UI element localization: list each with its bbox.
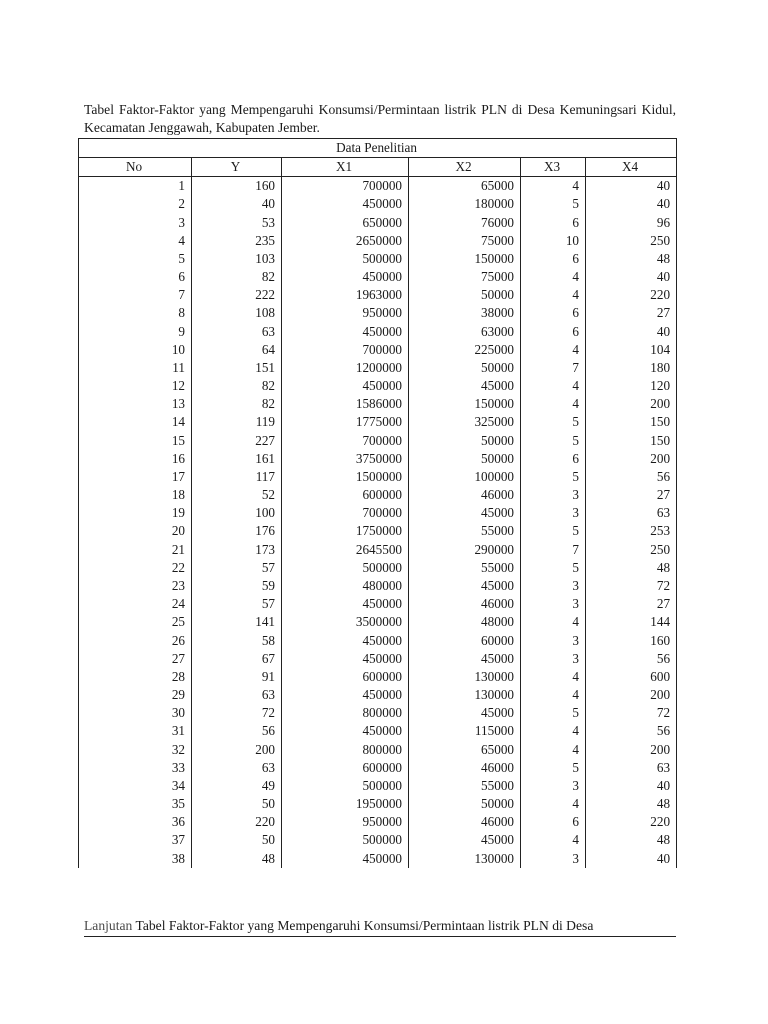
table-row <box>79 250 677 268</box>
cell-y: 53 <box>192 214 282 232</box>
cell-y: 82 <box>192 268 282 286</box>
cell-x4: 250 <box>586 541 677 559</box>
cell-y: 52 <box>192 486 282 504</box>
table-row <box>79 486 677 504</box>
table-row <box>79 177 677 196</box>
cell-x2: 290000 <box>409 541 521 559</box>
table-row <box>79 359 677 377</box>
cell-x1: 3500000 <box>282 613 409 631</box>
table-caption: Tabel Faktor-Faktor yang Mempengaruhi Konsumsi/Permintaan listrik PLN di Desa Kemuningsari Kidul, Kecamatan Jenggawah, Kabupaten Jember. <box>84 101 676 135</box>
column-header-y: Y <box>192 158 282 177</box>
cell-no: 17 <box>79 468 192 486</box>
cell-x2: 150000 <box>409 395 521 413</box>
cell-x3: 4 <box>521 741 586 759</box>
cell-no: 16 <box>79 450 192 468</box>
table-row <box>79 214 677 232</box>
cell-x4: 250 <box>586 232 677 250</box>
cell-no: 27 <box>79 650 192 668</box>
cell-x2: 45000 <box>409 504 521 522</box>
cell-x2: 75000 <box>409 232 521 250</box>
cell-x4: 104 <box>586 341 677 359</box>
cell-x1: 450000 <box>282 195 409 213</box>
cell-no: 6 <box>79 268 192 286</box>
cell-x2: 50000 <box>409 450 521 468</box>
cell-x3: 6 <box>521 450 586 468</box>
cell-x1: 650000 <box>282 214 409 232</box>
cell-x3: 6 <box>521 813 586 831</box>
cell-x1: 3750000 <box>282 450 409 468</box>
table-row <box>79 813 677 831</box>
cell-no: 15 <box>79 432 192 450</box>
cell-x3: 5 <box>521 468 586 486</box>
table-row <box>79 631 677 649</box>
cell-x4: 253 <box>586 522 677 540</box>
cell-x3: 4 <box>521 668 586 686</box>
table-row <box>79 286 677 304</box>
cell-no: 26 <box>79 631 192 649</box>
cell-y: 100 <box>192 504 282 522</box>
cell-x1: 450000 <box>282 650 409 668</box>
cell-x4: 56 <box>586 468 677 486</box>
cell-x2: 48000 <box>409 613 521 631</box>
column-header-x2: X2 <box>409 158 521 177</box>
cell-x2: 65000 <box>409 177 521 196</box>
cell-x4: 40 <box>586 177 677 196</box>
cell-x1: 2645500 <box>282 541 409 559</box>
table-row <box>79 232 677 250</box>
cell-no: 8 <box>79 304 192 322</box>
cell-x4: 48 <box>586 795 677 813</box>
cell-x4: 200 <box>586 395 677 413</box>
cell-x1: 600000 <box>282 486 409 504</box>
table-row <box>79 559 677 577</box>
cell-x3: 3 <box>521 595 586 613</box>
cell-y: 40 <box>192 195 282 213</box>
cell-x3: 5 <box>521 432 586 450</box>
cell-x4: 220 <box>586 286 677 304</box>
column-header-x4: X4 <box>586 158 677 177</box>
cell-y: 117 <box>192 468 282 486</box>
cell-x3: 4 <box>521 268 586 286</box>
cell-x1: 450000 <box>282 850 409 868</box>
cell-no: 19 <box>79 504 192 522</box>
cell-x3: 6 <box>521 304 586 322</box>
cell-x3: 4 <box>521 377 586 395</box>
cell-no: 36 <box>79 813 192 831</box>
cell-no: 24 <box>79 595 192 613</box>
cell-x3: 3 <box>521 631 586 649</box>
cell-y: 220 <box>192 813 282 831</box>
cell-no: 5 <box>79 250 192 268</box>
cell-no: 30 <box>79 704 192 722</box>
cell-x4: 40 <box>586 195 677 213</box>
cell-x3: 6 <box>521 250 586 268</box>
cell-no: 12 <box>79 377 192 395</box>
group-header-row <box>79 139 677 158</box>
cell-no: 10 <box>79 341 192 359</box>
cell-no: 31 <box>79 722 192 740</box>
cell-x4: 27 <box>586 595 677 613</box>
cell-x2: 50000 <box>409 432 521 450</box>
cell-x4: 48 <box>586 250 677 268</box>
cell-no: 1 <box>79 177 192 196</box>
cell-x1: 950000 <box>282 304 409 322</box>
cell-y: 57 <box>192 559 282 577</box>
cell-x3: 3 <box>521 577 586 595</box>
cell-x1: 1950000 <box>282 795 409 813</box>
cell-x3: 10 <box>521 232 586 250</box>
cell-x4: 48 <box>586 559 677 577</box>
cell-x1: 600000 <box>282 668 409 686</box>
cell-x3: 4 <box>521 686 586 704</box>
cell-x3: 4 <box>521 831 586 849</box>
cell-no: 29 <box>79 686 192 704</box>
table-row <box>79 613 677 631</box>
cell-x3: 3 <box>521 650 586 668</box>
column-header-row <box>79 158 677 177</box>
cell-x2: 55000 <box>409 777 521 795</box>
cell-x2: 50000 <box>409 795 521 813</box>
cell-x3: 5 <box>521 522 586 540</box>
cell-x1: 450000 <box>282 323 409 341</box>
cell-y: 72 <box>192 704 282 722</box>
cell-y: 227 <box>192 432 282 450</box>
cell-no: 21 <box>79 541 192 559</box>
table-row <box>79 268 677 286</box>
cell-no: 11 <box>79 359 192 377</box>
cell-x1: 500000 <box>282 559 409 577</box>
table-row <box>79 432 677 450</box>
cell-x4: 200 <box>586 450 677 468</box>
table-row <box>79 504 677 522</box>
table-row <box>79 304 677 322</box>
table-row <box>79 195 677 213</box>
cell-x1: 500000 <box>282 250 409 268</box>
cell-no: 4 <box>79 232 192 250</box>
table-row <box>79 759 677 777</box>
cell-x4: 200 <box>586 741 677 759</box>
cell-x4: 48 <box>586 831 677 849</box>
cell-x4: 72 <box>586 577 677 595</box>
cell-y: 56 <box>192 722 282 740</box>
cell-x1: 1963000 <box>282 286 409 304</box>
cell-y: 108 <box>192 304 282 322</box>
cell-y: 200 <box>192 741 282 759</box>
cell-x2: 45000 <box>409 704 521 722</box>
cell-x4: 40 <box>586 850 677 868</box>
continuation-text: Tabel Faktor-Faktor yang Mempengaruhi Konsumsi/Permintaan listrik PLN di Desa <box>135 918 594 933</box>
cell-y: 151 <box>192 359 282 377</box>
cell-x3: 4 <box>521 341 586 359</box>
cell-x1: 1500000 <box>282 468 409 486</box>
cell-x2: 65000 <box>409 741 521 759</box>
cell-x1: 950000 <box>282 813 409 831</box>
column-header-x3: X3 <box>521 158 586 177</box>
table-row <box>79 377 677 395</box>
cell-y: 49 <box>192 777 282 795</box>
cell-no: 25 <box>79 613 192 631</box>
cell-x3: 6 <box>521 214 586 232</box>
cell-no: 23 <box>79 577 192 595</box>
cell-no: 34 <box>79 777 192 795</box>
table-row <box>79 341 677 359</box>
cell-x2: 130000 <box>409 668 521 686</box>
cell-x3: 5 <box>521 559 586 577</box>
cell-x1: 1750000 <box>282 522 409 540</box>
cell-y: 119 <box>192 413 282 431</box>
cell-no: 9 <box>79 323 192 341</box>
cell-x2: 325000 <box>409 413 521 431</box>
cell-x4: 96 <box>586 214 677 232</box>
cell-x2: 130000 <box>409 850 521 868</box>
cell-x3: 4 <box>521 795 586 813</box>
cell-x2: 50000 <box>409 286 521 304</box>
cell-no: 3 <box>79 214 192 232</box>
table-header <box>79 139 677 177</box>
cell-x3: 4 <box>521 177 586 196</box>
cell-x3: 4 <box>521 395 586 413</box>
cell-x2: 180000 <box>409 195 521 213</box>
cell-y: 173 <box>192 541 282 559</box>
cell-x1: 800000 <box>282 704 409 722</box>
cell-no: 7 <box>79 286 192 304</box>
group-header: Data Penelitian <box>79 139 677 158</box>
table-row <box>79 595 677 613</box>
cell-x1: 500000 <box>282 777 409 795</box>
cell-x2: 76000 <box>409 214 521 232</box>
cell-x2: 225000 <box>409 341 521 359</box>
cell-y: 63 <box>192 323 282 341</box>
cell-x3: 3 <box>521 777 586 795</box>
cell-no: 22 <box>79 559 192 577</box>
cell-no: 38 <box>79 850 192 868</box>
cell-no: 2 <box>79 195 192 213</box>
cell-x1: 450000 <box>282 722 409 740</box>
table-row <box>79 450 677 468</box>
column-header-x1: X1 <box>282 158 409 177</box>
cell-x2: 130000 <box>409 686 521 704</box>
cell-no: 28 <box>79 668 192 686</box>
cell-x1: 700000 <box>282 341 409 359</box>
cell-y: 63 <box>192 686 282 704</box>
data-table <box>78 138 677 868</box>
cell-x3: 7 <box>521 541 586 559</box>
continuation-caption <box>84 917 676 937</box>
cell-x1: 450000 <box>282 268 409 286</box>
cell-y: 235 <box>192 232 282 250</box>
column-header-no: No <box>79 158 192 177</box>
cell-x4: 63 <box>586 759 677 777</box>
continuation-lead: Lanjutan <box>84 918 133 933</box>
cell-x4: 63 <box>586 504 677 522</box>
cell-x2: 46000 <box>409 759 521 777</box>
cell-y: 222 <box>192 286 282 304</box>
data-table-container <box>78 138 676 868</box>
cell-x4: 120 <box>586 377 677 395</box>
cell-x4: 40 <box>586 323 677 341</box>
cell-x4: 56 <box>586 722 677 740</box>
cell-no: 32 <box>79 741 192 759</box>
table-row <box>79 668 677 686</box>
table-row <box>79 577 677 595</box>
cell-x2: 45000 <box>409 577 521 595</box>
cell-x1: 450000 <box>282 377 409 395</box>
cell-x2: 63000 <box>409 323 521 341</box>
cell-x3: 6 <box>521 323 586 341</box>
cell-y: 91 <box>192 668 282 686</box>
cell-x1: 700000 <box>282 432 409 450</box>
cell-x3: 4 <box>521 613 586 631</box>
cell-x3: 5 <box>521 195 586 213</box>
cell-x4: 600 <box>586 668 677 686</box>
cell-no: 35 <box>79 795 192 813</box>
table-row <box>79 323 677 341</box>
cell-x1: 450000 <box>282 631 409 649</box>
cell-x2: 45000 <box>409 650 521 668</box>
cell-y: 141 <box>192 613 282 631</box>
table-row <box>79 541 677 559</box>
cell-x2: 55000 <box>409 522 521 540</box>
cell-x4: 144 <box>586 613 677 631</box>
cell-x2: 46000 <box>409 486 521 504</box>
cell-y: 176 <box>192 522 282 540</box>
cell-no: 37 <box>79 831 192 849</box>
cell-y: 160 <box>192 177 282 196</box>
cell-y: 58 <box>192 631 282 649</box>
cell-x2: 100000 <box>409 468 521 486</box>
cell-x4: 220 <box>586 813 677 831</box>
cell-no: 13 <box>79 395 192 413</box>
cell-x2: 50000 <box>409 359 521 377</box>
cell-y: 103 <box>192 250 282 268</box>
cell-y: 82 <box>192 377 282 395</box>
table-row <box>79 722 677 740</box>
cell-x4: 27 <box>586 304 677 322</box>
cell-no: 20 <box>79 522 192 540</box>
table-row <box>79 741 677 759</box>
cell-no: 33 <box>79 759 192 777</box>
cell-x2: 45000 <box>409 831 521 849</box>
cell-x2: 75000 <box>409 268 521 286</box>
table-row <box>79 795 677 813</box>
cell-x1: 2650000 <box>282 232 409 250</box>
cell-x2: 46000 <box>409 595 521 613</box>
cell-no: 18 <box>79 486 192 504</box>
cell-x2: 115000 <box>409 722 521 740</box>
cell-x4: 150 <box>586 413 677 431</box>
cell-y: 161 <box>192 450 282 468</box>
cell-x4: 150 <box>586 432 677 450</box>
cell-x3: 5 <box>521 413 586 431</box>
cell-y: 50 <box>192 795 282 813</box>
cell-x1: 450000 <box>282 686 409 704</box>
cell-no: 14 <box>79 413 192 431</box>
cell-x3: 5 <box>521 759 586 777</box>
cell-x4: 40 <box>586 777 677 795</box>
cell-x1: 450000 <box>282 595 409 613</box>
cell-x1: 1200000 <box>282 359 409 377</box>
cell-x4: 72 <box>586 704 677 722</box>
table-row <box>79 777 677 795</box>
cell-x4: 27 <box>586 486 677 504</box>
cell-y: 64 <box>192 341 282 359</box>
cell-x1: 1775000 <box>282 413 409 431</box>
cell-y: 59 <box>192 577 282 595</box>
cell-x3: 3 <box>521 850 586 868</box>
table-row <box>79 468 677 486</box>
cell-x4: 40 <box>586 268 677 286</box>
table-row <box>79 413 677 431</box>
cell-x2: 60000 <box>409 631 521 649</box>
cell-x1: 700000 <box>282 177 409 196</box>
table-row <box>79 850 677 868</box>
cell-x1: 600000 <box>282 759 409 777</box>
cell-x2: 38000 <box>409 304 521 322</box>
cell-x4: 180 <box>586 359 677 377</box>
table-row <box>79 522 677 540</box>
cell-x1: 1586000 <box>282 395 409 413</box>
cell-y: 50 <box>192 831 282 849</box>
cell-x3: 7 <box>521 359 586 377</box>
cell-x1: 800000 <box>282 741 409 759</box>
cell-y: 57 <box>192 595 282 613</box>
table-body <box>79 177 677 868</box>
cell-x4: 200 <box>586 686 677 704</box>
cell-y: 67 <box>192 650 282 668</box>
table-row <box>79 650 677 668</box>
table-row <box>79 686 677 704</box>
table-row <box>79 395 677 413</box>
cell-x1: 480000 <box>282 577 409 595</box>
cell-x3: 3 <box>521 504 586 522</box>
cell-y: 82 <box>192 395 282 413</box>
cell-y: 63 <box>192 759 282 777</box>
cell-x2: 55000 <box>409 559 521 577</box>
cell-x2: 46000 <box>409 813 521 831</box>
table-row <box>79 704 677 722</box>
cell-x4: 56 <box>586 650 677 668</box>
cell-x3: 4 <box>521 722 586 740</box>
cell-x2: 45000 <box>409 377 521 395</box>
cell-x1: 500000 <box>282 831 409 849</box>
cell-x4: 160 <box>586 631 677 649</box>
cell-x3: 4 <box>521 286 586 304</box>
table-row <box>79 831 677 849</box>
cell-x2: 150000 <box>409 250 521 268</box>
cell-y: 48 <box>192 850 282 868</box>
cell-x1: 700000 <box>282 504 409 522</box>
cell-x3: 5 <box>521 704 586 722</box>
cell-x3: 3 <box>521 486 586 504</box>
